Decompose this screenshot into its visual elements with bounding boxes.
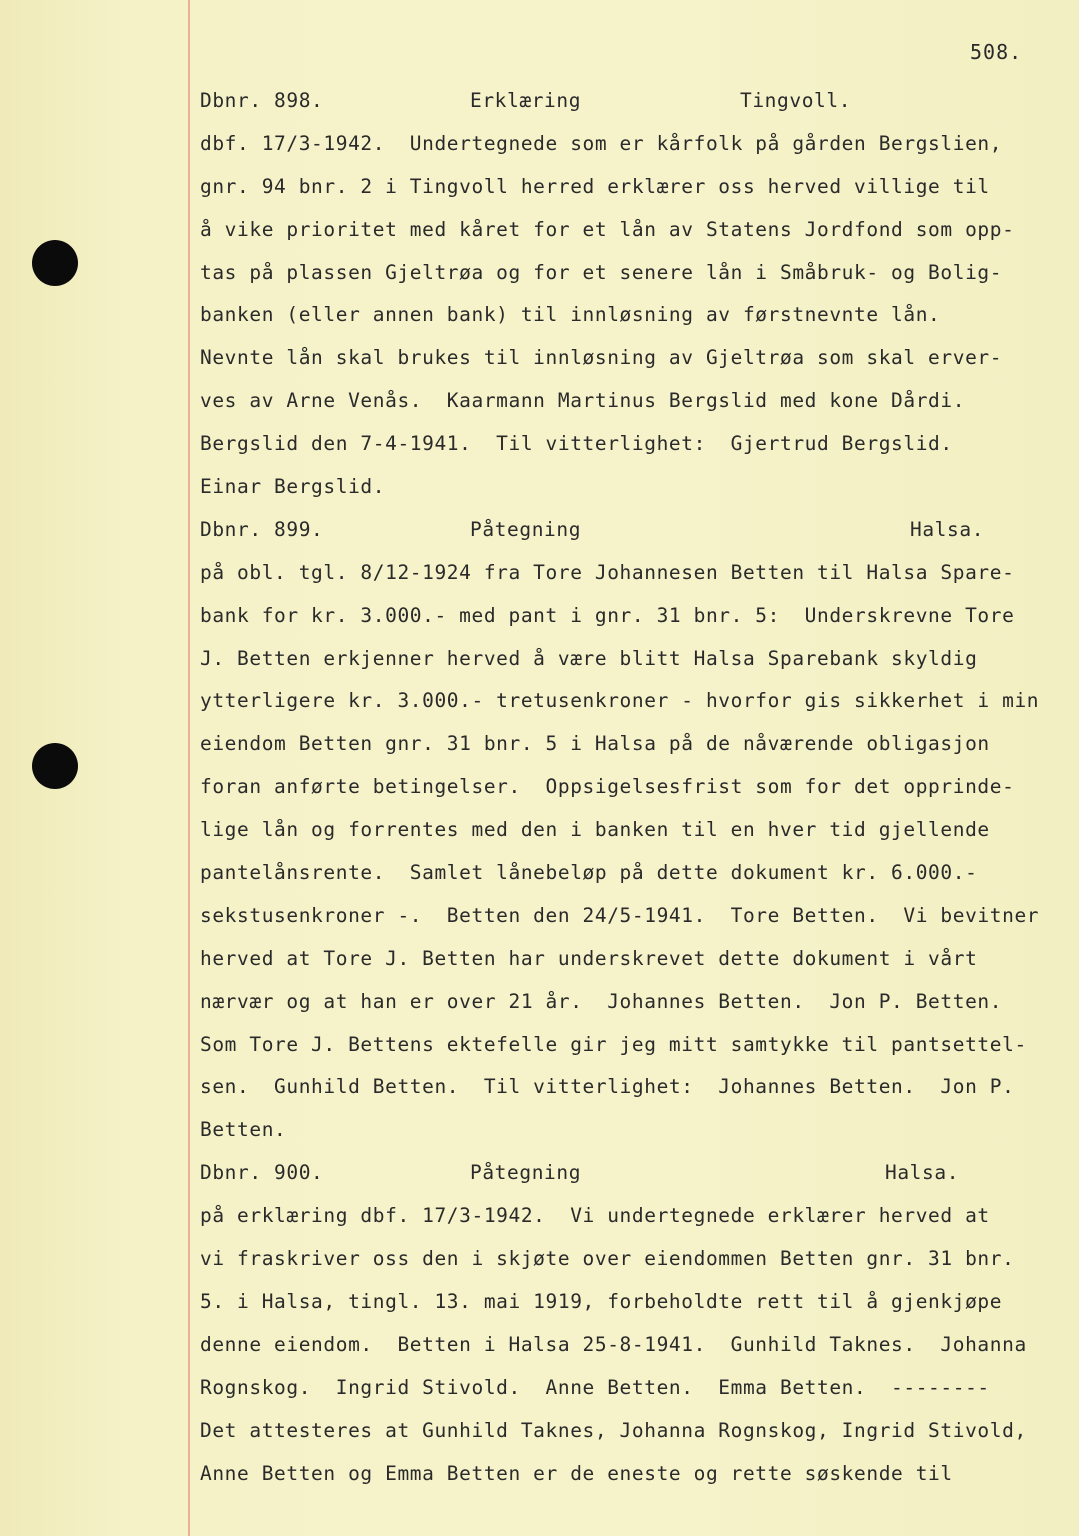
text-line: Anne Betten og Emma Betten er de eneste og rette søskende til (200, 1461, 953, 1485)
entry-header (200, 1152, 1060, 1195)
entry-898 (200, 80, 1060, 509)
punch-hole-bottom (32, 743, 78, 789)
text-line: på erklæring dbf. 17/3-1942. Vi undertegnede erklærer herved at (200, 1204, 990, 1228)
text-line: Det attesteres at Gunhild Taknes, Johanna Rognskog, Ingrid Stivold, (200, 1418, 1027, 1442)
text-line: herved at Tore J. Betten har underskrevet dette dokument i vårt (200, 946, 978, 970)
entry-header (200, 509, 1060, 552)
doc-type: Påtegning (470, 517, 582, 541)
text-line: ves av Arne Venås. Kaarmann Martinus Bergslid med kone Dårdi. (200, 389, 966, 413)
punch-hole-top (32, 240, 78, 286)
text-line: Betten. (200, 1118, 287, 1142)
doc-type: Erklæring (470, 89, 582, 112)
doc-place: Halsa. (885, 1161, 960, 1185)
text-line: bank for kr. 3.000.- med pant i gnr. 31 bnr. 5: Underskrevne Tore (200, 603, 1015, 627)
text-line: banken (eller annen bank) til innløsning av førstnevnte lån. (200, 303, 941, 327)
page-number: 508. (970, 40, 1023, 64)
entry-header (200, 80, 1060, 123)
doc-place: Halsa. (910, 517, 985, 541)
text-line: lige lån og forrentes med den i banken til en hver tid gjellende (200, 818, 990, 842)
text-line: pantelånsrente. Samlet lånebeløp på dette dokument kr. 6.000.- (200, 861, 978, 885)
doc-number: Dbnr. 898. (200, 89, 324, 112)
text-line: sen. Gunhild Betten. Til vitterlighet: Johannes Betten. Jon P. (200, 1075, 1015, 1099)
entry-900 (200, 1152, 1060, 1495)
text-line: Einar Bergslid. (200, 475, 386, 499)
doc-number: Dbnr. 900. (200, 1161, 324, 1185)
text-line: vi fraskriver oss den i skjøte over eiendommen Betten gnr. 31 bnr. (200, 1247, 1015, 1271)
text-line: eiendom Betten gnr. 31 bnr. 5 i Halsa på de nåværende obligasjon (200, 732, 990, 756)
text-line: Nevnte lån skal brukes til innløsning av Gjeltrøa som skal erver- (200, 346, 1003, 370)
text-line: nærvær og at han er over 21 år. Johannes Betten. Jon P. Betten. (200, 989, 1003, 1013)
entry-899 (200, 509, 1060, 1152)
text-line: foran anførte betingelser. Oppsigelsesfrist som for det opprinde- (200, 775, 1015, 799)
text-line: 5. i Halsa, tingl. 13. mai 1919, forbeholdte rett til å gjenkjøpe (200, 1289, 1003, 1313)
doc-number: Dbnr. 899. (200, 517, 324, 541)
text-line: J. Betten erkjenner herved å være blitt Halsa Sparebank skyldig (200, 646, 978, 670)
text-line: ytterligere kr. 3.000.- tretusenkroner - hvorfor gis sikkerhet i min (200, 689, 1040, 713)
text-line: gnr. 94 bnr. 2 i Tingvoll herred erklærer oss herved villige til (200, 174, 990, 198)
document-text (200, 80, 1060, 1495)
text-line: Rognskog. Ingrid Stivold. Anne Betten. Emma Betten. -------- (200, 1375, 990, 1399)
text-line: tas på plassen Gjeltrøa og for et senere lån i Småbruk- og Bolig- (200, 260, 1003, 284)
text-line: Bergslid den 7-4-1941. Til vitterlighet: Gjertrud Bergslid. (200, 432, 953, 456)
doc-type: Påtegning (470, 1161, 582, 1185)
text-line: sekstusenkroner -. Betten den 24/5-1941. Tore Betten. Vi bevitner (200, 903, 1040, 927)
text-line: på obl. tgl. 8/12-1924 fra Tore Johannesen Betten til Halsa Spare- (200, 560, 1015, 584)
text-line: Som Tore J. Bettens ektefelle gir jeg mitt samtykke til pantsettel- (200, 1032, 1027, 1056)
text-line: denne eiendom. Betten i Halsa 25-8-1941. Gunhild Taknes. Johanna (200, 1332, 1027, 1356)
text-line: å vike prioritet med kåret for et lån av Statens Jordfond som opp- (200, 217, 1015, 241)
text-line: dbf. 17/3-1942. Undertegnede som er kårfolk på gården Bergslien, (200, 131, 1003, 155)
doc-place: Tingvoll. (740, 89, 852, 112)
margin-rule (188, 0, 190, 1536)
